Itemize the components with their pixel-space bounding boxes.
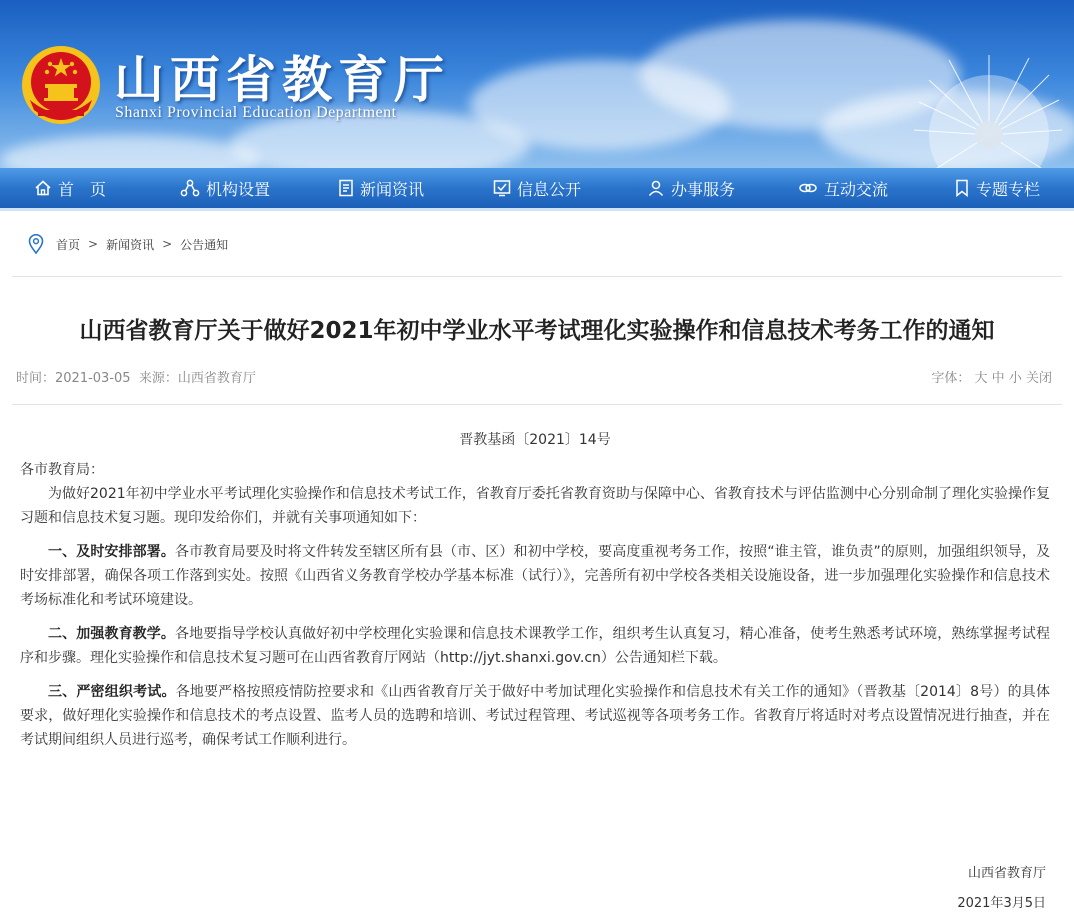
nav-item-info-disclosure[interactable] bbox=[493, 168, 581, 208]
paragraph-2 bbox=[20, 622, 1050, 670]
breadcrumb-notices[interactable]: 公告通知 bbox=[180, 237, 229, 252]
nav-item-label: 机构设置 bbox=[206, 179, 271, 199]
signature: 山西省教育厅 bbox=[967, 866, 1046, 881]
info-board-icon bbox=[493, 179, 511, 197]
nav-item-news[interactable] bbox=[338, 168, 424, 208]
close-page-button[interactable]: 关闭 bbox=[1025, 371, 1052, 386]
breadcrumb-news[interactable]: 新闻资讯 bbox=[106, 237, 155, 252]
article-title: 山西省教育厅关于做好2021年初中学业水平考试理化实验操作和信息技术考务工作的通知 bbox=[79, 318, 995, 344]
article-source: 来源：山西省教育厅 bbox=[138, 371, 256, 386]
main-nav bbox=[0, 168, 1074, 211]
user-service-icon bbox=[647, 179, 665, 197]
font-small-button[interactable]: 小 bbox=[1008, 371, 1022, 386]
nav-item-label: 专题专栏 bbox=[976, 179, 1041, 199]
paragraph-heading: 三、严密组织考试。 bbox=[48, 684, 176, 700]
breadcrumb bbox=[28, 234, 228, 254]
nav-item-label: 互动交流 bbox=[824, 179, 889, 199]
nav-item-label: 首 页 bbox=[58, 179, 107, 199]
nav-item-label: 办事服务 bbox=[671, 179, 736, 199]
link-icon bbox=[798, 179, 818, 197]
national-emblem-icon bbox=[20, 44, 102, 126]
divider bbox=[12, 404, 1062, 405]
paragraph-heading: 一、及时安排部署。 bbox=[48, 544, 175, 560]
location-pin-icon bbox=[28, 234, 44, 254]
nav-item-interaction[interactable] bbox=[798, 168, 888, 208]
font-medium-button[interactable]: 中 bbox=[991, 371, 1005, 386]
article-meta bbox=[16, 367, 256, 386]
site-title: 山西省教育厅 bbox=[114, 50, 450, 109]
intro-paragraph: 为做好2021年初中学业水平考试理化实验操作和信息技术考试工作，省教育厅委托省教育资助与保障中心、省教育技术与评估监测中心分别命制了理化实验操作复习题和信息技术复习题。现印发给你们，并就有关事项通知如下： bbox=[20, 486, 1050, 526]
bookmark-icon bbox=[954, 179, 970, 197]
org-chart-icon bbox=[180, 179, 200, 197]
nav-item-label: 信息公开 bbox=[517, 179, 582, 199]
banner-cloud bbox=[0, 135, 260, 168]
salutation: 各市教育局： bbox=[20, 462, 104, 478]
paragraph-heading: 二、加强教育教学。 bbox=[48, 626, 176, 642]
document-icon bbox=[338, 179, 354, 197]
divider bbox=[12, 276, 1062, 277]
paragraph-3 bbox=[20, 680, 1050, 752]
nav-item-label: 新闻资讯 bbox=[360, 179, 425, 199]
breadcrumb-home[interactable]: 首页 bbox=[56, 237, 81, 252]
document-number: 晋教基函〔2021〕14号 bbox=[459, 432, 611, 448]
paragraph-1 bbox=[20, 540, 1050, 612]
font-size-label: 字体： bbox=[931, 371, 971, 386]
publish-time: 时间：2021-03-05 bbox=[16, 371, 131, 386]
breadcrumb-separator: > bbox=[162, 237, 173, 251]
dandelion-decoration-icon bbox=[894, 40, 1064, 168]
nav-item-organization[interactable] bbox=[180, 168, 270, 208]
header-banner bbox=[0, 0, 1074, 168]
site-subtitle: Shanxi Provincial Education Department bbox=[115, 104, 397, 121]
nav-item-home[interactable] bbox=[34, 168, 106, 208]
breadcrumb-separator: > bbox=[88, 237, 99, 251]
nav-item-special-topics[interactable] bbox=[954, 168, 1040, 208]
paragraph-text: 各地要指导学校认真做好初中学校理化实验课和信息技术课教学工作，组织考生认真复习，精心准备，使考生熟悉考试环境，熟练掌握考试程序和步骤。理化实验操作和信息技术复习题可在山西省教育厅网站（http://jyt.shanxi.gov.cn）公告通知栏下载。 bbox=[20, 626, 1050, 666]
article-body bbox=[20, 424, 1050, 762]
font-large-button[interactable]: 大 bbox=[974, 371, 988, 386]
paragraph-text: 各市教育局要及时将文件转发至辖区所有县（市、区）和初中学校，要高度重视考务工作，按照“谁主管，谁负责”的原则，加强组织领导，及时安排部署，确保各项工作落到实处。按照《山西省义务教育学校办学基本标准（试行）》，完善所有初中学校各类相关设施设备，进一步加强理化实验操作和信息技术考场标准化和考试环境建设。 bbox=[20, 544, 1050, 608]
issue-date: 2021年3月5日 bbox=[957, 896, 1046, 911]
nav-item-services[interactable] bbox=[647, 168, 735, 208]
home-icon bbox=[34, 179, 52, 197]
paragraph-text: 各地要严格按照疫情防控要求和《山西省教育厅关于做好中考加试理化实验操作和信息技术有关工作的通知》（晋教基〔2014〕8号）的具体要求，做好理化实验操作和信息技术的考点设置、监考人员的选聘和培训、考试过程管理、考试巡视等各项考务工作。省教育厅将适时对考点设置情况进行抽查，并在考试期间组织人员进行巡考，确保考试工作顺利进行。 bbox=[20, 684, 1050, 748]
font-size-controls bbox=[931, 367, 1052, 386]
